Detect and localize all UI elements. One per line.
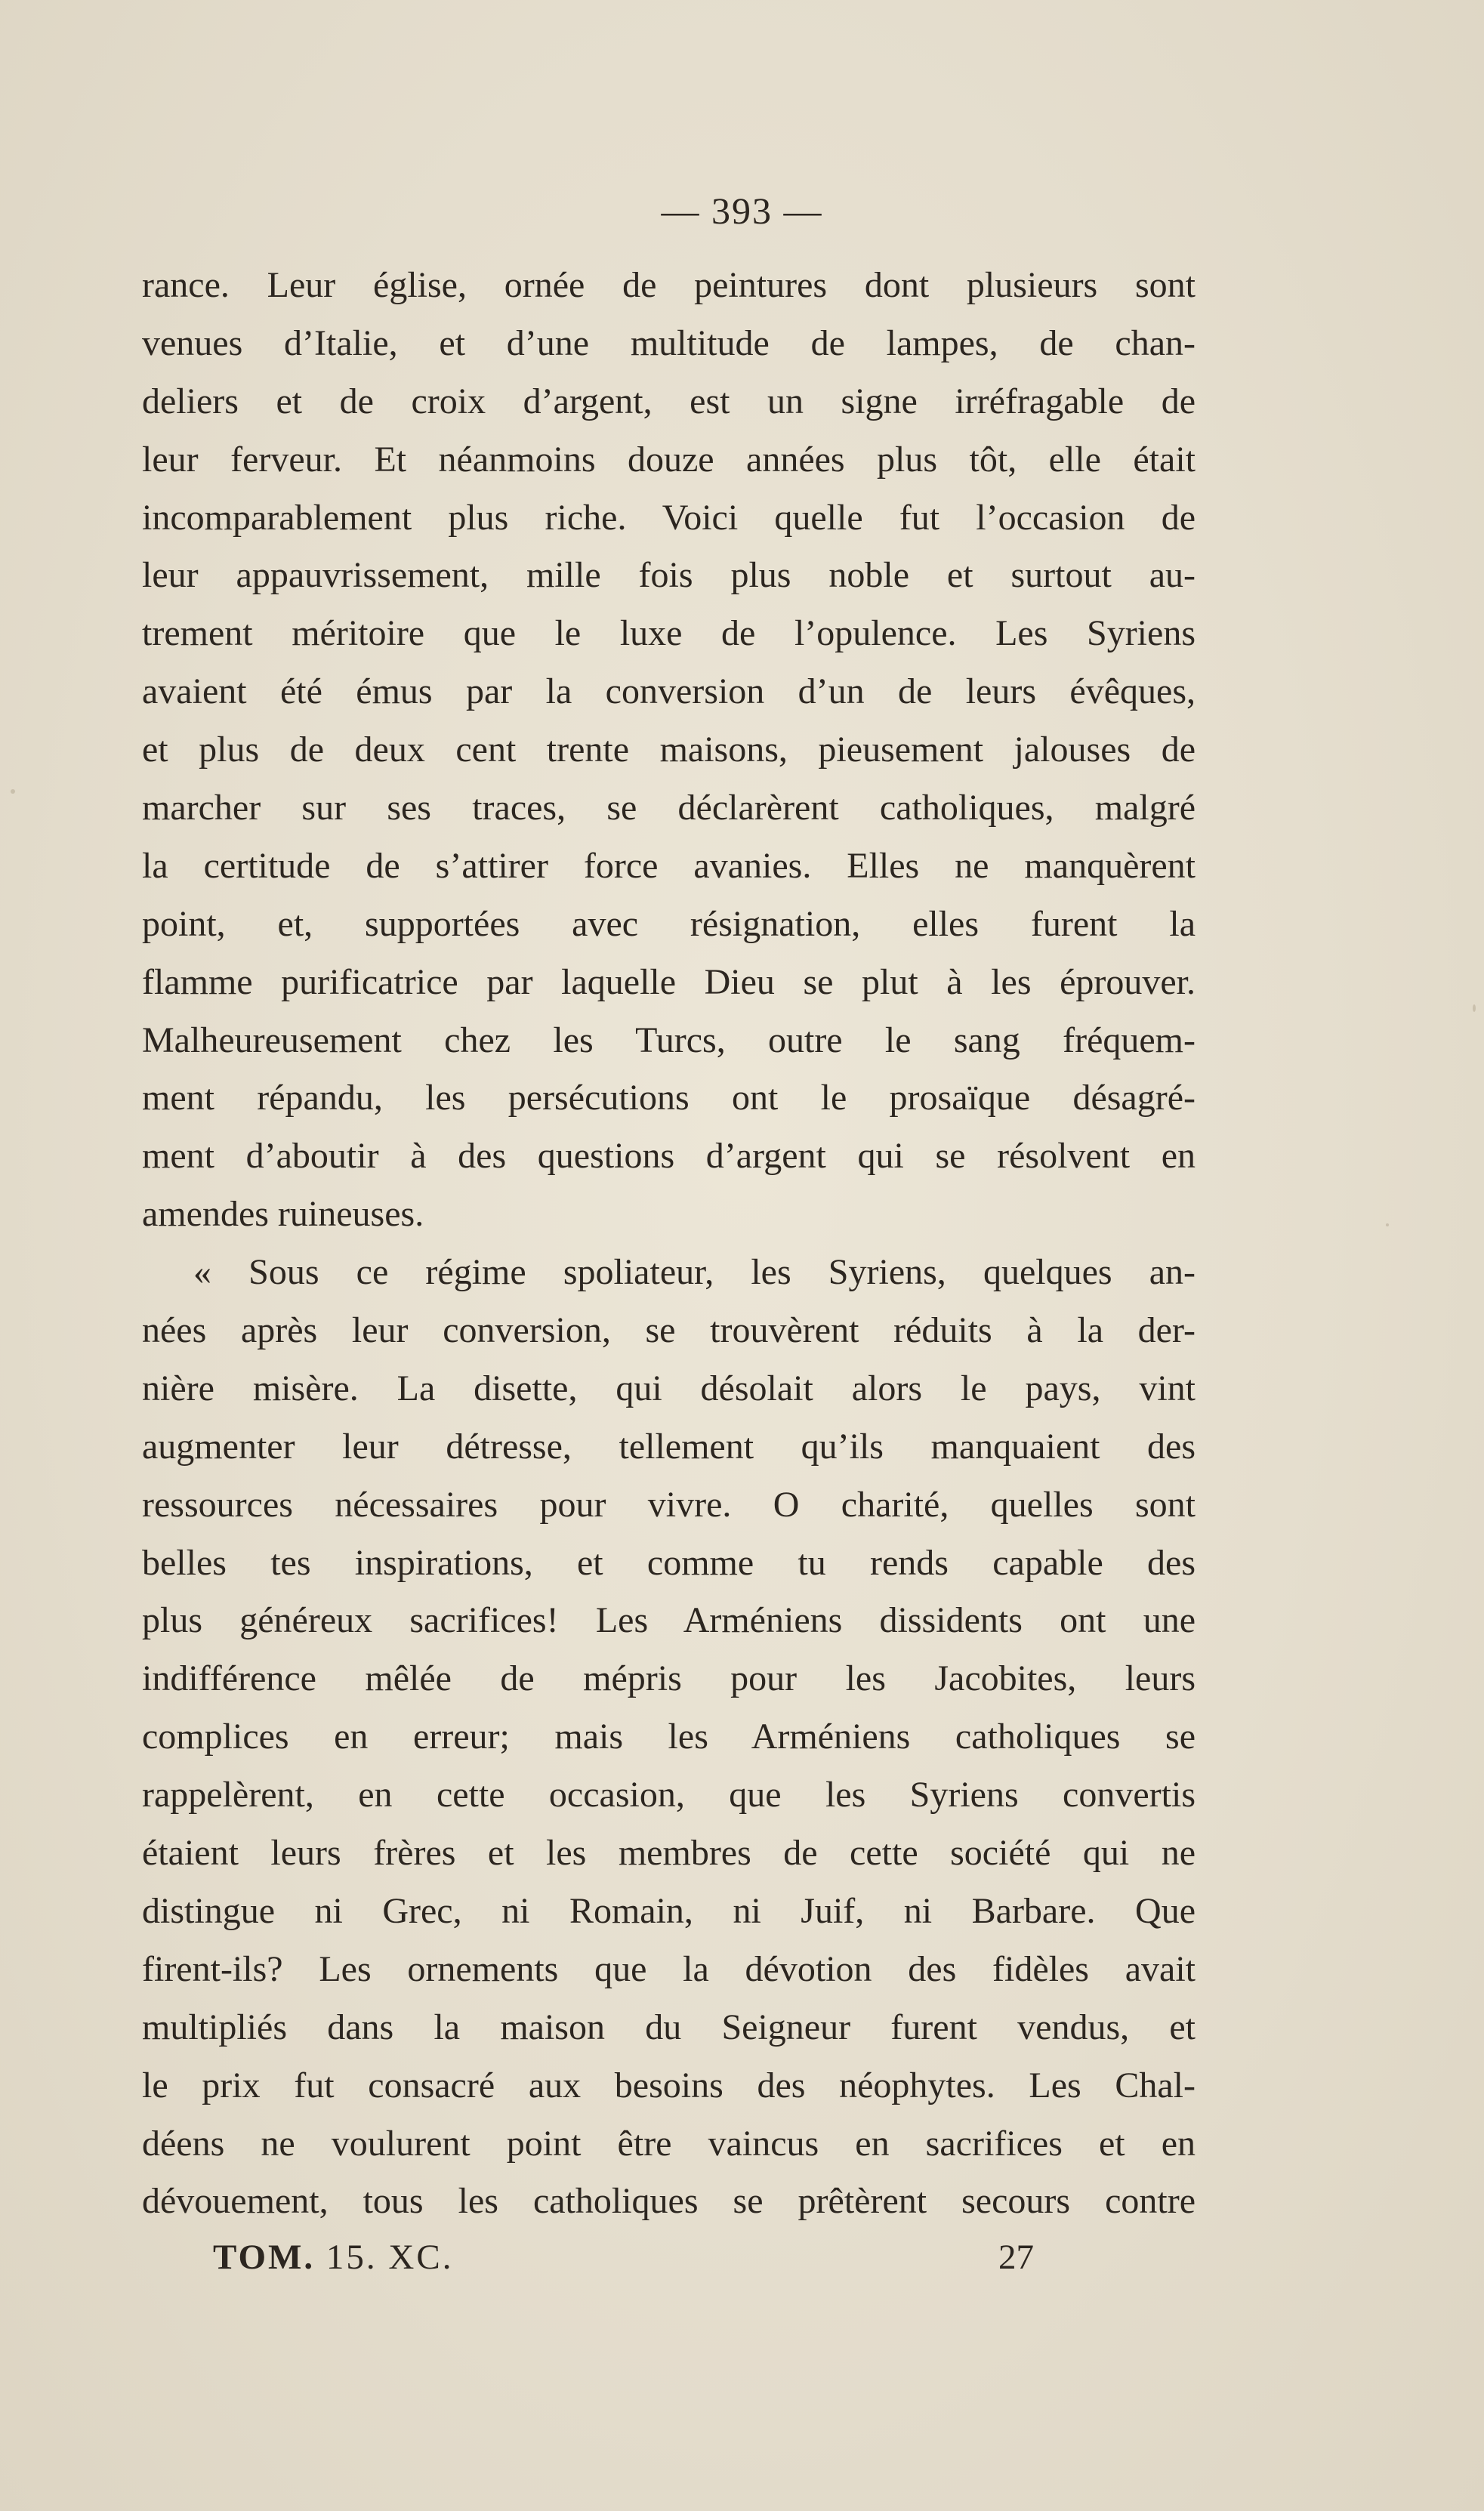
text-line: point, et, supportées avec résignation, elles furent la bbox=[142, 903, 1196, 944]
text-line: rappelèrent, en cette occasion, que les Syriens convertis bbox=[142, 1775, 1196, 1815]
text-line: ment répandu, les persécutions ont le prosaïque désagré- bbox=[142, 1078, 1196, 1118]
text-line: belles tes inspirations, et comme tu rends capable des bbox=[142, 1542, 1196, 1583]
text-line: rance. Leur église, ornée de peintures dont plusieurs sont bbox=[142, 265, 1196, 305]
text-line: la certitude de s’attirer force avanies. Elles ne manquèrent bbox=[142, 845, 1196, 886]
text-line: ressources nécessaires pour vivre. O charité, quelles sont bbox=[142, 1484, 1196, 1525]
paper-speck bbox=[1473, 1004, 1476, 1012]
text-line: déens ne voulurent point être vaincus en sacrifices et en bbox=[142, 2123, 1196, 2164]
text-line: plus généreux sacrifices! Les Arméniens dissidents ont une bbox=[142, 1600, 1196, 1641]
text-line: indifférence mêlée de mépris pour les Jacobites, leurs bbox=[142, 1658, 1196, 1699]
body-text bbox=[142, 257, 1196, 2231]
text-line: étaient leurs frères et les membres de cette société qui ne bbox=[142, 1833, 1196, 1874]
text-line: augmenter leur détresse, tellement qu’ils manquaient des bbox=[142, 1426, 1196, 1467]
text-line: marcher sur ses traces, se déclarèrent catholiques, malgré bbox=[142, 788, 1196, 828]
signature-mark bbox=[213, 2237, 453, 2278]
tome-label: TOM. bbox=[213, 2238, 316, 2277]
text-line: leur ferveur. Et néanmoins douze années plus tôt, elle était bbox=[142, 439, 1196, 480]
text-line: complices en erreur; mais les Arméniens catholiques se bbox=[142, 1717, 1196, 1757]
text-line: amendes ruineuses. bbox=[142, 1194, 424, 1235]
gathering-number: 27 bbox=[998, 2238, 1034, 2277]
text-line: dévouement, tous les catholiques se prêtèrent secours contre bbox=[142, 2181, 1196, 2222]
text-line: flamme purificatrice par laquelle Dieu se plut à les éprouver. bbox=[142, 961, 1196, 1002]
text-line: distingue ni Grec, ni Romain, ni Juif, ni Barbare. Que bbox=[142, 1890, 1196, 1931]
text-line: le prix fut consacré aux besoins des néophytes. Les Chal- bbox=[142, 2065, 1196, 2105]
signature-number: 15. XC. bbox=[325, 2238, 454, 2277]
text-line: incomparablement plus riche. Voici quelle fut l’occasion de bbox=[142, 497, 1196, 538]
text-line: multipliés dans la maison du Seigneur furent vendus, et bbox=[142, 2007, 1196, 2047]
text-line: leur appauvrissement, mille fois plus noble et surtout au- bbox=[142, 555, 1196, 596]
text-line: ment d’aboutir à des questions d’argent qui se résolvent en bbox=[142, 1136, 1196, 1177]
text-line: et plus de deux cent trente maisons, pieusement jalouses de bbox=[142, 730, 1196, 770]
text-line: avaient été émus par la conversion d’un de leurs évêques, bbox=[142, 671, 1196, 712]
text-line: trement méritoire que le luxe de l’opulence. Les Syriens bbox=[142, 613, 1196, 654]
page-footer bbox=[0, 2237, 1484, 2290]
text-line: nière misère. La disette, qui désolait alors le pays, vint bbox=[142, 1368, 1196, 1408]
paper-speck bbox=[11, 789, 15, 794]
text-line: deliers et de croix d’argent, est un signe irréfragable de bbox=[142, 381, 1196, 421]
page-header: — 393 — bbox=[661, 190, 823, 232]
text-line: Malheureusement chez les Turcs, outre le sang fréquem- bbox=[142, 1020, 1196, 1060]
text-line: venues d’Italie, et d’une multitude de lampes, de chan- bbox=[142, 322, 1196, 363]
text-line: nées après leur conversion, se trouvèrent réduits à la der- bbox=[142, 1310, 1196, 1351]
text-line: firent-ils? Les ornements que la dévotion des fidèles avait bbox=[142, 1948, 1196, 1989]
text-line: « Sous ce régime spoliateur, les Syriens, quelques an- bbox=[193, 1252, 1196, 1293]
paper-speck bbox=[1386, 1223, 1389, 1226]
